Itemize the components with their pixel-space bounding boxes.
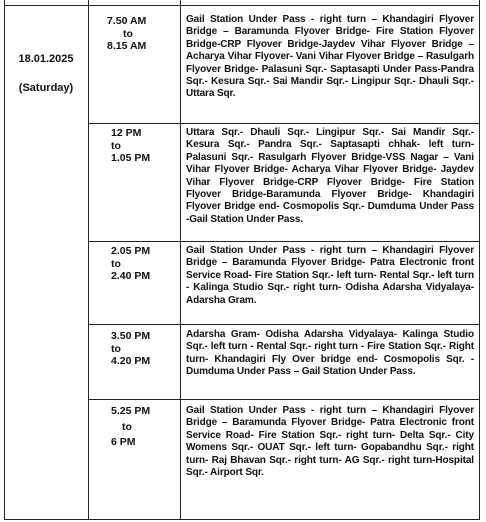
route-2: Uttara Sqr.- Dhauli Sqr.- Lingipur Sqr.- Sai Mandir Sqr.- Kesura Sqr.- Pandra Sqr.- Saptasapti chhak- left turn- Palasuni Sqr.- Rasulgarh Flyover Bridge-VSS Nagar – Vani Vihar Flyover Bridge- Acharya Vihar Flyover Bridge- Jaydev Vihar Flyover Bridge-CRP Flyover Bridge- Fire Station Flyover Bridge-Baramunda Flyover Bridge- Khandagiri Flyover Bridge end- Cosmopolis Sqr.- Dumduma Under Pass -Gail Station Under Pass.: [186, 127, 474, 225]
table-border-top: [4, 5, 480, 6]
time-end: 8.15 AM: [107, 40, 147, 52]
time-slot-5: [88, 405, 179, 449]
row-divider-2: [88, 241, 480, 242]
time-slot-3: [88, 245, 179, 283]
time-end: 4.20 PM: [111, 355, 151, 367]
time-end: 1.05 PM: [111, 152, 151, 164]
time-end: 2.40 PM: [111, 270, 151, 282]
time-start: 3.50 PM: [111, 330, 151, 342]
table-border-bottom: [4, 519, 480, 520]
date-cell: [4, 52, 88, 96]
route-5: Gail Station Under Pass - right turn – Khandagiri Flyover Bridge – Baramunda Flyover Bridge- Patra Electronic front Service Road- Fire Station Sqr.- right turn- Delta Sqr.- City Womens Sqr.- OUAT Sqr.- left turn- Gopabandhu Sqr.- right turn- Raj Bhavan Sqr.- right turn- AG Sqr.- right turn-Hospital Sqr.- Airport Sqr.: [186, 405, 474, 479]
time-to-word: to: [111, 257, 121, 270]
row-divider-1: [88, 123, 480, 124]
route-4: Adarsha Gram- Odisha Adarsha Vidyalaya- Kalinga Studio Sqr.- left turn - Rental Sqr.- right turn - Fire Station Sqr.- Right turn- Khandagiri Fly Over bridge end- Cosmopolis Sqr. - Dumduma Under Pass – Gail Station Under Pass.: [186, 329, 474, 378]
time-start: 5.25 PM: [111, 405, 151, 417]
time-end: 6 PM: [111, 436, 136, 448]
time-to-word: to: [111, 342, 121, 355]
time-start: 7.50 AM: [107, 15, 147, 27]
schedule-day: (Saturday): [18, 82, 74, 94]
time-slot-4: [88, 330, 179, 368]
row-divider-4: [88, 399, 480, 400]
route-1: Gail Station Under Pass - right turn – Khandagiri Flyover Bridge – Baramunda Flyover Bridge- Fire Station Flyover Bridge-CRP Flyover Bridge-Jaydev Vihar Flyover Bridge – Acharya Vihar Flyover- Vani Vihar Flyover Bridge – Rasulgarh Flyover Bridge- Palasuni Sqr.- Saptasapti Under Pass-Pandra Sqr.- Kesura Sqr.- Sai Mandir Sqr.- Lingipur Sqr.- Dhauli Sqr.- Uttara Sqr.: [186, 14, 474, 100]
time-start: 2.05 PM: [111, 245, 151, 257]
route-3: Gail Station Under Pass - right turn – Khandagiri Flyover Bridge – Baramunda Flyover Bridge- Patra Electronic front Service Road- Fire Station Sqr.- left turn- Rental Sqr.- left turn - Kalinga Studio Sqr.- right turn- Odisha Adarsha Vidyalaya- Adarsha Gram.: [186, 245, 474, 306]
time-to-word: to: [111, 139, 121, 152]
time-to-word: to: [122, 420, 132, 433]
time-slot-1: [88, 15, 179, 53]
row-divider-3: [88, 324, 480, 325]
time-slot-2: [88, 127, 179, 165]
column-divider-time: [180, 0, 181, 520]
time-start: 12 PM: [111, 127, 142, 139]
schedule-date: 18.01.2025: [18, 53, 74, 65]
time-to-word: to: [123, 27, 133, 40]
table-border-right: [479, 0, 480, 520]
